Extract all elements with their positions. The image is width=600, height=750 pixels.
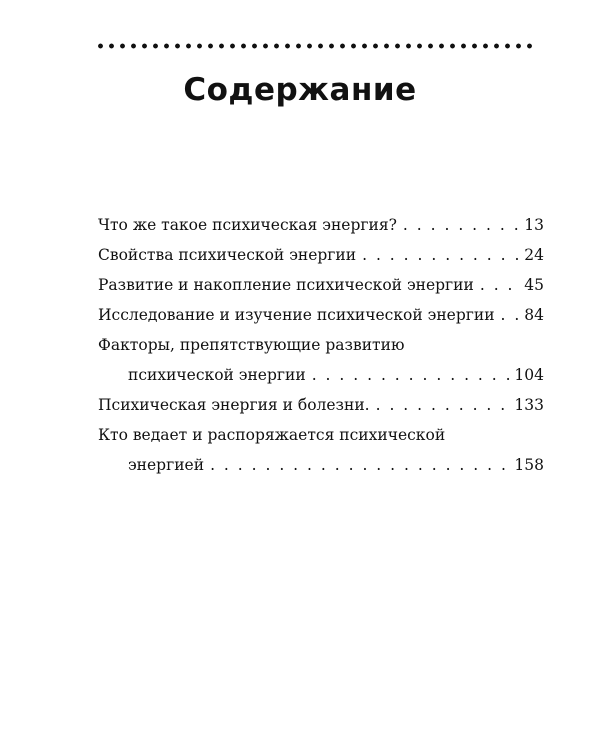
table-of-contents (98, 210, 544, 480)
toc-entry[interactable] (98, 300, 544, 330)
toc-entry[interactable] (98, 240, 544, 270)
toc-line (98, 270, 544, 300)
dot-leader (501, 300, 518, 330)
toc-entry-title: Психическая энергия и болезни. (98, 396, 370, 414)
dot-leader (362, 240, 518, 270)
toc-page-number: 45 (524, 276, 544, 294)
toc-entry-title: Факторы, препятствующие развитию (98, 336, 405, 354)
toc-line-continuation (98, 360, 544, 390)
toc-entry-title: Кто ведает и распоряжается психической (98, 426, 446, 444)
dot-leader (403, 210, 518, 240)
toc-line (98, 240, 544, 270)
toc-entry[interactable] (98, 390, 544, 420)
toc-line (98, 210, 544, 240)
toc-entry-title: Свойства психической энергии (98, 246, 357, 264)
toc-entry-title-continuation: энергией (128, 456, 205, 474)
toc-entry-title: Что же такое психическая энергия? (98, 216, 397, 234)
dot-leader (312, 360, 511, 390)
toc-entry-title-continuation: психической энергии (128, 366, 306, 384)
toc-entry[interactable] (98, 420, 544, 480)
page-title: Содержание (183, 72, 417, 108)
dot-leader (210, 450, 510, 480)
dot-leader (480, 270, 518, 300)
toc-entry[interactable] (98, 330, 544, 390)
toc-page-number: 13 (524, 216, 544, 234)
toc-line (98, 330, 544, 360)
toc-line (98, 300, 544, 330)
toc-page-number: 104 (514, 366, 544, 384)
toc-page-number: 158 (514, 456, 544, 474)
toc-entry-title: Развитие и накопление психической энергии (98, 276, 474, 294)
dotted-divider (95, 42, 535, 50)
dot-leader (376, 390, 511, 420)
toc-line-continuation (98, 450, 544, 480)
toc-entry-title: Исследование и изучение психической энергии (98, 306, 495, 324)
toc-page-number: 84 (524, 306, 544, 324)
toc-page-number: 133 (514, 396, 544, 414)
toc-line (98, 390, 544, 420)
toc-entry[interactable] (98, 210, 544, 240)
toc-entry[interactable] (98, 270, 544, 300)
toc-line (98, 420, 544, 450)
toc-page-number: 24 (524, 246, 544, 264)
